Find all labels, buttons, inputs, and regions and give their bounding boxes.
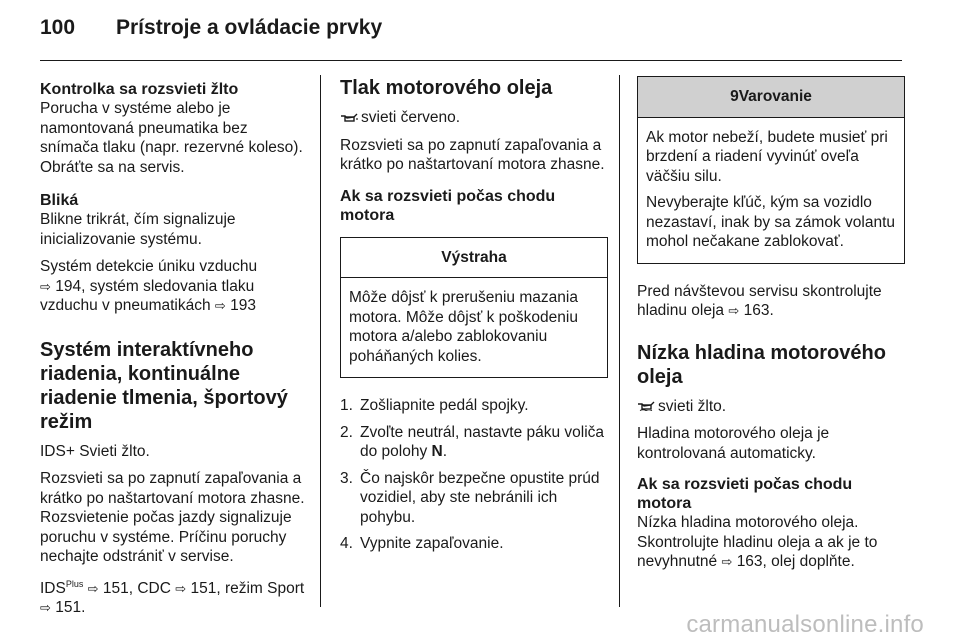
paragraph-with-ref: Pred návštevou servisu skontrolujte hladinu oleja ⇨ 163.	[637, 282, 882, 319]
page-ref-arrow-icon: ⇨	[728, 303, 740, 318]
paragraph-with-refs: $IDS^{Plus}$ ⇨ 151, CDC ⇨ 151, režim Sport ⇨ 151.	[40, 578, 305, 617]
page-ref[interactable]: 151, režim Sport	[190, 579, 305, 597]
column-1	[40, 80, 310, 626]
section-title: Bliká	[40, 192, 79, 209]
header-rule	[40, 60, 902, 61]
warning-text: Ak motor nebeží, budete musieť pri brzdení a riadení vyvinúť oveľa väčšiu silu.	[646, 128, 888, 185]
paragraph: Hladina motorového oleja je kontrolovaná automaticky.	[637, 425, 830, 462]
page-title: Prístroje a ovládacie prvky	[116, 16, 383, 39]
paragraph-with-ref: Nízka hladina motorového oleja. Skontrolujte hladinu oleja a ak je to nevyhnutné ⇨ 163, olej doplňte.	[637, 514, 878, 570]
warning-text: Nevyberajte kľúč, kým sa vozidlo nezastaví, inak by sa zámok volantu mohol nečakane zablokovať.	[646, 194, 895, 250]
page-ref-arrow-icon: ⇨	[40, 600, 51, 616]
page-ref-arrow-icon: ⇨	[175, 580, 187, 596]
oil-can-icon	[340, 113, 358, 123]
paragraph-with-refs: Systém detekcie úniku vzduchu ⇨ 194, systém sledovania tlaku vzduchu v pneumatikách ⇨ 193	[40, 258, 258, 314]
subheading: Ak sa rozsvieti počas chodu motora	[637, 476, 853, 512]
warning-triangle-icon: 9	[730, 88, 739, 105]
page-number: 100	[40, 16, 76, 39]
paragraph: Blikne trikrát, čím signalizuje inicializovanie systému.	[40, 211, 236, 248]
page-ref[interactable]: 163, olej doplňte.	[736, 553, 855, 570]
page-ref-arrow-icon: ⇨	[721, 554, 733, 569]
column-3	[637, 76, 905, 580]
status-line: svieti červeno.	[340, 108, 608, 128]
list-item: 1. Zošliapnite pedál spojky.	[340, 397, 529, 414]
paragraph: Porucha v systéme alebo je namontovaná pneumatika bez snímača tlaku (napr. rezervné koleso). Obráťte sa na servis.	[40, 100, 303, 176]
caution-title: Výstraha	[341, 238, 607, 279]
list-item: 4. Vypnite zapaľovanie.	[340, 535, 504, 552]
section-heading: Systém interaktívneho riadenia, kontinuálne riadenie tlmenia, športový režim	[40, 338, 288, 433]
page-ref[interactable]: 163.	[743, 302, 774, 319]
caution-text: Môže dôjsť k prerušeniu mazania motora. Môže dôjsť k poškodeniu motora a/alebo zablokovaniu poháňaných kolies.	[349, 289, 578, 365]
watermark: carmanualsonline.info	[686, 611, 924, 638]
page-ref-arrow-icon: ⇨	[40, 278, 51, 294]
steps-list	[340, 396, 608, 554]
page-ref-arrow-icon: ⇨	[214, 298, 226, 313]
section-title: Kontrolka sa rozsvieti žlto	[40, 81, 239, 98]
column-divider-1	[320, 75, 321, 607]
section-heading: Tlak motorového oleja	[340, 77, 553, 99]
page-header	[40, 16, 382, 40]
page-ref[interactable]: 193	[230, 297, 257, 314]
warning-title: 9Varovanie	[638, 77, 904, 118]
oil-level-icon	[637, 401, 655, 411]
page-ref-arrow-icon: ⇨	[87, 580, 99, 596]
list-item: 2. Zvoľte neutrál, nastavte páku voliča do polohy N.	[340, 423, 605, 460]
page-ref[interactable]: 151.	[55, 599, 86, 617]
column-divider-2	[619, 75, 620, 607]
status-line: svieti žlto.	[637, 397, 905, 417]
warning-box	[637, 76, 905, 264]
paragraph: IDS+ Svieti žlto.	[40, 442, 150, 460]
page-ref[interactable]: 151, CDC	[102, 579, 171, 597]
caution-box	[340, 237, 608, 379]
section-heading: Nízka hladina motorového oleja	[637, 341, 886, 388]
column-2	[340, 76, 608, 561]
paragraph: Rozsvieti sa po zapnutí zapaľovania a krátko po naštartovaní motora zhasne. Rozsvietenie počas jazdy signalizuje poruchu v systéme. Príčinu poruchy nechajte odstrániť v servise.	[40, 470, 305, 565]
page-ref[interactable]: 194, systém sledovania tlaku vzduchu v pneumatikách	[40, 277, 255, 314]
subheading: Ak sa rozsvieti počas chodu motora	[340, 187, 556, 224]
paragraph: Rozsvieti sa po zapnutí zapaľovania a krátko po naštartovaní motora zhasne.	[340, 136, 605, 173]
list-item: 3. Čo najskôr bezpečne opustite prúd vozidiel, aby ste nebránili ich pohybu.	[340, 469, 600, 526]
